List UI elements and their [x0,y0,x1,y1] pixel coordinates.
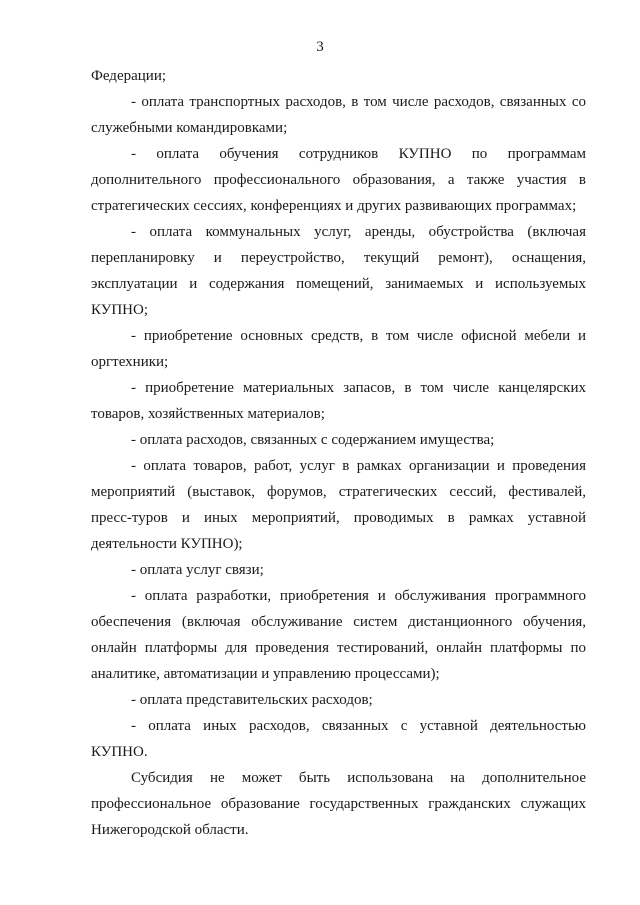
list-item-software: - оплата разработки, приобретения и обслуживания программного обеспечения (включая обслуживание систем дистанционного обучения, онлайн платформы для проведения тестирований, онлайн платформы по аналитике, автоматизации и управлению процессами); [91,588,586,682]
list-item-other-expenses: - оплата иных расходов, связанных с уставной деятельностью КУПНО. [91,718,586,760]
subsidy-restriction-paragraph: Субсидия не может быть использована на дополнительное профессиональное образование государственных гражданских служащих Нижегородской области. [91,770,586,838]
list-item-material-supplies: - приобретение материальных запасов, в том числе канцелярских товаров, хозяйственных материалов; [91,380,586,422]
list-item-events: - оплата товаров, работ, услуг в рамках организации и проведения мероприятий (выставок, форумов, стратегических сессий, фестивалей, пресс-туров и иных мероприятий, проводимых в рамках уставной деятельности КУПНО); [91,458,586,552]
list-item-transport-expenses: - оплата транспортных расходов, в том числе расходов, связанных со служебными командировками; [91,94,586,136]
list-item-property-maintenance: - оплата расходов, связанных с содержанием имущества; [131,432,495,448]
list-item-communication: - оплата услуг связи; [131,562,264,578]
paragraph-continuation: Федерации; [91,68,167,84]
list-item-utilities-rent: - оплата коммунальных услуг, аренды, обустройства (включая перепланировку и переустройство, текущий ремонт), оснащения, эксплуатации и содержания помещений, занимаемых и используемых КУПНО; [91,224,586,318]
page-number: 3 [316,39,324,55]
list-item-representation: - оплата представительских расходов; [131,692,373,708]
document-body [91,63,586,843]
list-item-fixed-assets: - приобретение основных средств, в том числе офисной мебели и оргтехники; [91,328,586,370]
list-item-staff-training: - оплата обучения сотрудников КУПНО по программам дополнительного профессионального образования, а также участия в стратегических сессиях, конференциях и других развивающих программах; [91,146,586,214]
